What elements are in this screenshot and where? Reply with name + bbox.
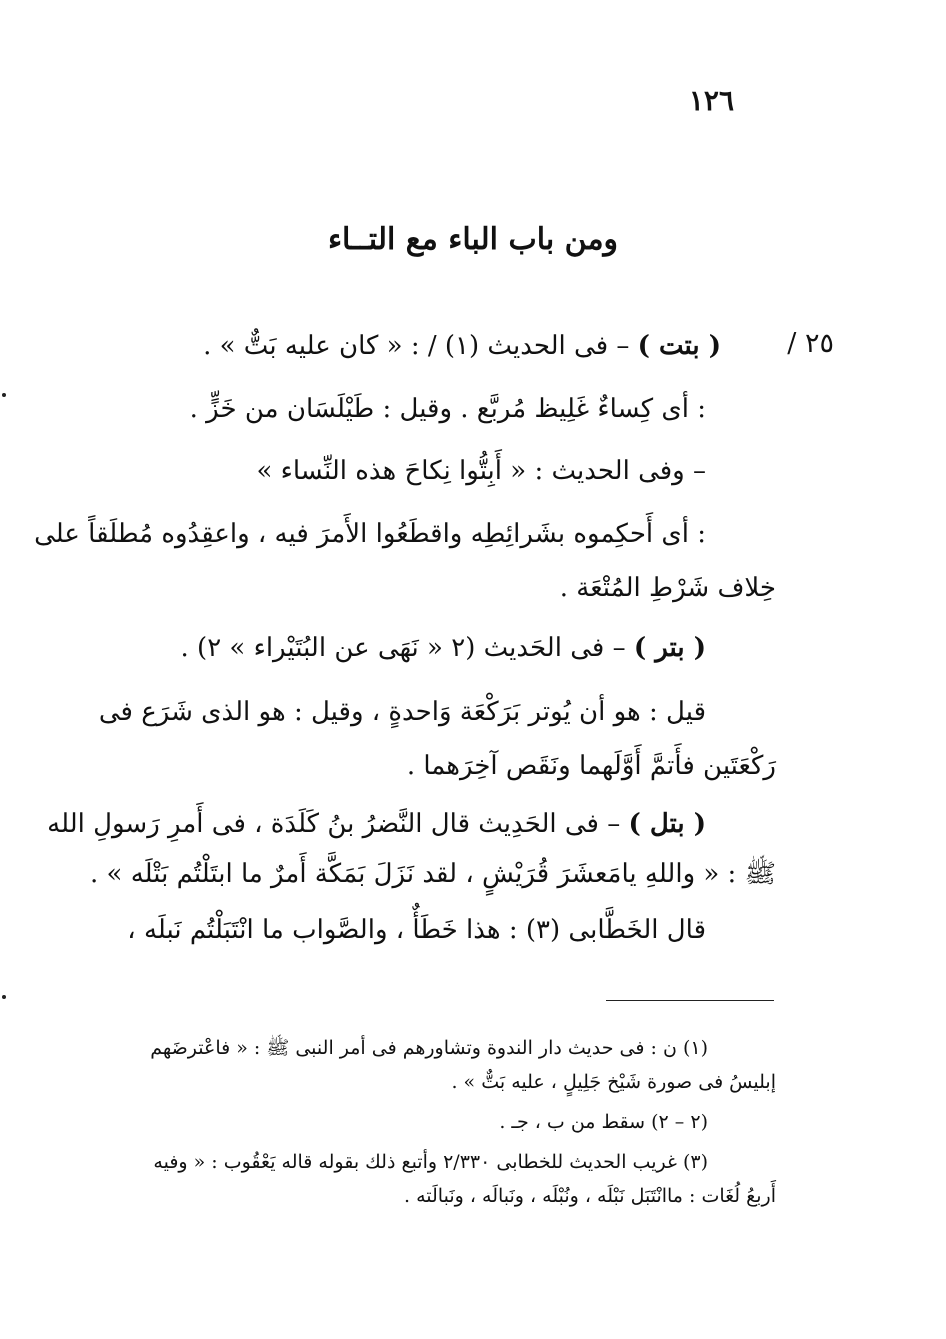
text-line (90, 858, 776, 892)
entry-keyword: ( بتل ) (628, 809, 706, 839)
entry-keyword: ( بتت ) (637, 331, 721, 361)
footnote-line: (٣) غريب الحديث للخطابى ٢/٣٣٠ وأتبع ذلك بقوله قاله يَعْقُوب : « وفيه (153, 1151, 708, 1173)
text-line (407, 750, 776, 784)
footnote-line: إبليسُ فى صورة شَيْخ جَلِيلٍ ، عليه بَتٌّ » . (451, 1071, 776, 1093)
line-text: خِلاف شَرْطِ المُتْعَة . (559, 573, 776, 603)
line-text: – فى الحَديث (٢ « نَهَى عن البُتَيْراء » ٢) . (180, 633, 634, 663)
text-line (256, 455, 706, 489)
text-line (127, 914, 706, 948)
text-line (34, 518, 706, 552)
text-line (181, 632, 707, 666)
text-line (47, 808, 706, 842)
line-text: : أى أَحكِموه بشَرائِطِه واقطَعُوا الأَمرَ فيه ، واعقِدُوه مُطلَقاً على (34, 519, 706, 549)
text-line (203, 330, 721, 364)
footnote-line: (٢ – ٢) سقط من ب ، جـ . (499, 1111, 708, 1133)
margin-mark (2, 995, 6, 999)
line-text: – فى الحديث (١) / : « كان عليه بَتٌّ » . (203, 331, 638, 361)
line-text: – فى الحَدِيث قال النَّضرُ بنُ كَلَدَة ، فى أَمرِ رَسولِ الله (47, 809, 629, 839)
page-number: ١٢٦ (688, 84, 734, 117)
footnote-divider (606, 1000, 774, 1001)
section-title: ومن باب الباء مع التــاء (327, 222, 619, 257)
line-text: : أى كِساءٌ غَلِيظ مُربَّع . وقيل : طَيْلَسَان من خَزٍّ . (189, 394, 706, 424)
footnote-line: أَربعُ لُغَات : ماانْتَبَل نَبْلَه ، ونُبْلَه ، ونَبالَه ، ونَبالَته . (404, 1185, 776, 1207)
margin-mark (2, 393, 6, 397)
text-line (99, 696, 706, 730)
text-line (560, 572, 776, 606)
footnote-line: (١) ن : فى حديث دار الندوة وتشاورهم فى أمر النبى ﷺ : « فاعْترضَهم (150, 1037, 708, 1059)
line-text: – وفى الحديث : « أَبِتُّوا نِكاحَ هذه النِّساء » (256, 456, 706, 486)
line-text: قيل : هو أن يُوتر بَرَكْعَة وَاحدةٍ ، وقيل : هو الذى شَرَع فى (98, 697, 706, 727)
entry-number: ٢٥ / (787, 328, 834, 359)
line-text: رَكْعَتَين فأَتمَّ أَوَّلَهما ونَقَص آخِرَهما . (406, 751, 776, 781)
entry-keyword: ( بتر ) (633, 633, 706, 663)
text-line (190, 393, 706, 427)
line-text: ﷺ : « واللهِ يامَعشَرَ قُرَيْشٍ ، لقد نَزَلَ بَمَكَّة أَمرٌ ما ابتَلْتُم بَتْلَه » . (90, 859, 776, 889)
line-text: قال الخَطَّابى (٣) : هذا خَطَأٌ ، والصَّواب ما انْتَبَلْتُم نَبلَه ، (127, 915, 706, 945)
